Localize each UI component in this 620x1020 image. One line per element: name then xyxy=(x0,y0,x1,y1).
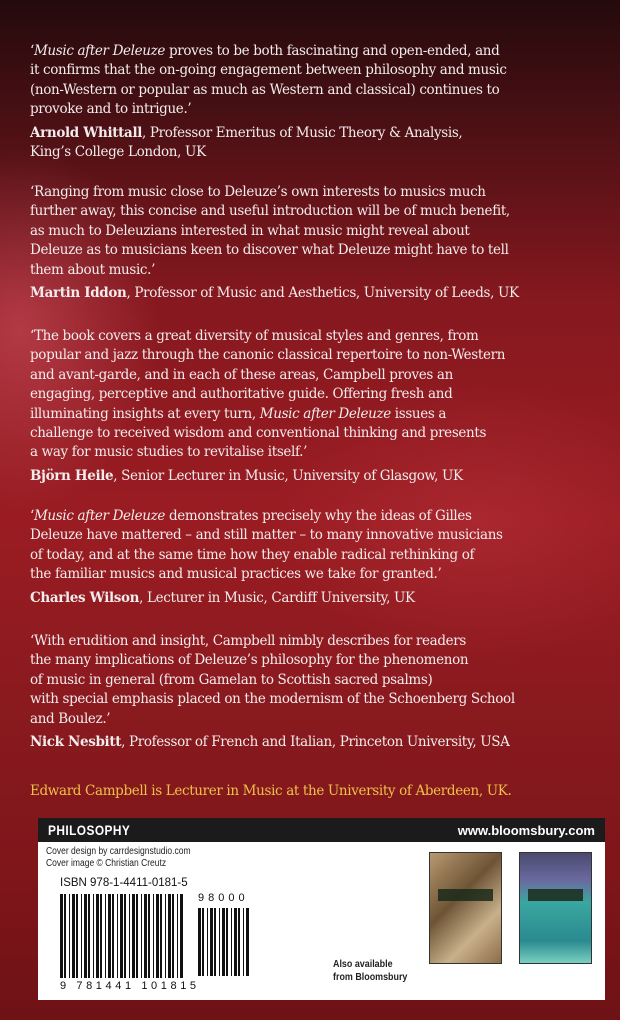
quote-text: the many implications of Deleuze’s philosophy for the phenomenon xyxy=(30,652,469,669)
quote-line xyxy=(30,100,610,119)
isbn-barcode xyxy=(60,894,185,978)
endorser xyxy=(30,733,610,752)
quote-line xyxy=(30,671,610,690)
barcode-bar xyxy=(124,894,126,978)
barcode-bar xyxy=(108,894,111,978)
barcode-bar xyxy=(117,894,118,978)
quote-line xyxy=(30,61,610,80)
quote-line xyxy=(30,405,610,424)
barcode-bar xyxy=(234,908,237,976)
quote-line xyxy=(30,526,610,545)
quote-text: ‘With erudition and insight, Campbell nimbly describes for readers xyxy=(30,633,466,649)
book-title: Music after Deleuze xyxy=(33,43,166,59)
endorser-affiliation: , Lecturer in Music, Cardiff University, UK xyxy=(139,589,415,606)
book-title: Music after Deleuze xyxy=(33,508,166,524)
endorser xyxy=(30,589,610,608)
endorser-name: Arnold Whittall xyxy=(30,124,143,141)
quote-text: engaging, perceptive and authoritative guide. Offering fresh and xyxy=(30,386,453,403)
category-label: PHILOSOPHY xyxy=(48,822,131,838)
endorser-affiliation: , Professor Emeritus of Music Theory & Analysis, xyxy=(142,124,463,141)
publisher-panel xyxy=(38,818,605,1000)
book-title: Music after Deleuze xyxy=(259,405,391,422)
quote-text: it confirms that the on-going engagement between philosophy and music xyxy=(30,62,507,79)
isbn: ISBN 978-1-4411-0181-5 xyxy=(60,877,188,889)
quote-text: of music in general (from Gamelan to Scottish sacred psalms) xyxy=(30,671,433,688)
endorser-line xyxy=(30,284,610,303)
quote-text: a way for music studies to revitalise itself.’ xyxy=(30,444,308,461)
quote-line xyxy=(30,443,610,462)
barcode-bar xyxy=(96,894,99,978)
quote-text: Deleuze have mattered – and still matter – to many innovative musicians xyxy=(30,527,503,544)
quote-line xyxy=(30,507,610,526)
quote-text: Deleuze as to musicians keen to discover what Deleuze might have to tell xyxy=(30,242,509,259)
endorsement-quote xyxy=(30,183,610,303)
related-book-cover-1[interactable] xyxy=(429,852,502,964)
also-available-label xyxy=(333,958,407,984)
quote-text: challenge to received wisdom and conventional thinking and presents xyxy=(30,424,487,441)
barcode-bar xyxy=(148,894,150,978)
cover-title-band xyxy=(528,889,583,901)
quote-text: the familiar musics and musical practices we take for granted.’ xyxy=(30,566,442,583)
endorser xyxy=(30,467,610,486)
quote-line xyxy=(30,346,610,365)
endorser-line xyxy=(30,467,610,486)
endorser xyxy=(30,124,610,163)
also-line-2: from Bloomsbury xyxy=(333,971,408,983)
barcode-bar xyxy=(100,894,102,978)
price-code: 98000 xyxy=(198,892,249,904)
endorser-name: Björn Heile xyxy=(30,467,114,484)
endorser-name: Nick Nesbitt xyxy=(30,733,122,750)
quote-line xyxy=(30,327,610,346)
quote-line xyxy=(30,546,610,565)
barcode-bar xyxy=(64,894,66,978)
quote-text: and Boulez.’ xyxy=(30,710,111,727)
barcode-bar xyxy=(165,894,166,978)
barcode-bar xyxy=(198,908,201,976)
quote-text: with special emphasis placed on the modernism of the Schoenberg School xyxy=(30,691,515,708)
barcode-bar xyxy=(81,894,82,978)
publisher-url[interactable]: www.bloomsbury.com xyxy=(457,822,595,838)
barcode-bar xyxy=(243,908,244,976)
barcode-bar xyxy=(231,908,232,976)
quote-text: illuminating insights at every turn, xyxy=(30,405,260,422)
quote-line xyxy=(30,424,610,443)
barcode-bar xyxy=(238,908,240,976)
design-credit: Cover design by carrdesignstudio.com xyxy=(46,846,191,857)
barcode-bar xyxy=(120,894,123,978)
barcode-bar xyxy=(177,894,178,978)
barcode-bar xyxy=(93,894,94,978)
barcode-bar xyxy=(180,894,183,978)
image-credit: Cover image © Christian Creutz xyxy=(46,858,167,869)
price-barcode xyxy=(198,908,250,976)
endorsement-quote xyxy=(30,327,610,486)
quote-text: (non-Western or popular as much as Western and classical) continues to xyxy=(30,81,500,98)
barcode-digits: 9 781441 101815 xyxy=(60,980,200,992)
endorser-affiliation: , Senior Lecturer in Music, University of Glasgow, UK xyxy=(113,467,463,484)
quote-line xyxy=(30,261,610,280)
barcode-bar xyxy=(60,894,63,978)
barcode-bar xyxy=(160,894,162,978)
quote-text: proves to be both fascinating and open-ended, and xyxy=(165,43,500,59)
barcode-bar xyxy=(141,894,142,978)
quote-text: ‘ xyxy=(30,508,34,524)
barcode-bar xyxy=(172,894,174,978)
quote-line xyxy=(30,81,610,100)
barcode-bar xyxy=(156,894,159,978)
quote-line xyxy=(30,183,610,202)
endorser-line xyxy=(30,589,610,608)
barcode-bar xyxy=(129,894,130,978)
quote-line xyxy=(30,366,610,385)
barcode-bar xyxy=(153,894,154,978)
quote-line xyxy=(30,632,610,651)
quote-line xyxy=(30,690,610,709)
barcode-bar xyxy=(246,908,249,976)
barcode-bar xyxy=(112,894,114,978)
quote-text: demonstrates precisely why the ideas of Gilles xyxy=(165,508,472,524)
quote-text: ‘Ranging from music close to Deleuze’s own interests to musics much xyxy=(30,184,486,200)
quote-line xyxy=(30,565,610,584)
barcode-bar xyxy=(144,894,147,978)
endorser-line xyxy=(30,733,610,752)
barcode-bar xyxy=(202,908,204,976)
endorsement-quote xyxy=(30,42,610,162)
quote-line xyxy=(30,385,610,404)
barcode-bar xyxy=(226,908,228,976)
barcode-bar xyxy=(69,894,70,978)
quote-text: them about music.’ xyxy=(30,261,156,278)
quote-text: issues a xyxy=(390,405,447,422)
barcode-bar xyxy=(72,894,75,978)
endorsement-quote xyxy=(30,507,610,608)
endorser-affiliation: , Professor of French and Italian, Princeton University, USA xyxy=(121,733,510,750)
barcode-bar xyxy=(84,894,87,978)
quote-text: and avant-garde, and in each of these areas, Campbell proves an xyxy=(30,366,453,383)
barcode-bar xyxy=(219,908,220,976)
related-book-cover-2[interactable] xyxy=(519,852,592,964)
also-line-1: Also available xyxy=(333,958,393,970)
endorsement-quote xyxy=(30,632,610,752)
quote-line xyxy=(30,202,610,221)
barcode-bar xyxy=(88,894,90,978)
barcode-bar xyxy=(222,908,225,976)
category-band xyxy=(38,818,605,842)
endorser-affiliation: King’s College London, UK xyxy=(30,143,206,160)
barcode-bar xyxy=(210,908,213,976)
barcode-bar xyxy=(136,894,138,978)
endorser-name: Charles Wilson xyxy=(30,589,140,606)
barcode-bar xyxy=(207,908,208,976)
author-bio: Edward Campbell is Lecturer in Music at the University of Aberdeen, UK. xyxy=(30,783,512,799)
endorser-name: Martin Iddon xyxy=(30,284,127,301)
quote-text: ‘The book covers a great diversity of musical styles and genres, from xyxy=(30,328,479,344)
quote-line xyxy=(30,42,610,61)
quote-line xyxy=(30,710,610,729)
quote-line xyxy=(30,241,610,260)
cover-credits xyxy=(46,846,191,870)
endorser-line xyxy=(30,143,610,162)
barcode-bar xyxy=(132,894,135,978)
endorser xyxy=(30,284,610,303)
endorser-affiliation: , Professor of Music and Aesthetics, University of Leeds, UK xyxy=(126,284,519,301)
quote-text: popular and jazz through the canonic classical repertoire to non-Western xyxy=(30,347,506,364)
cover-title-band xyxy=(438,889,493,901)
quote-text: of today, and at the same time how they enable radical rethinking of xyxy=(30,546,475,563)
barcode-bar xyxy=(105,894,106,978)
quote-text: ‘ xyxy=(30,43,34,59)
quote-line xyxy=(30,222,610,241)
barcode-bar xyxy=(76,894,78,978)
quote-text: provoke and to intrigue.’ xyxy=(30,101,192,118)
barcode-bar xyxy=(214,908,216,976)
quote-text: as much to Deleuzians interested in what music might reveal about xyxy=(30,222,470,239)
barcode-bar xyxy=(168,894,171,978)
quote-line xyxy=(30,651,610,670)
endorser-line xyxy=(30,124,610,143)
quote-text: further away, this concise and useful introduction will be of much benefit, xyxy=(30,203,510,220)
